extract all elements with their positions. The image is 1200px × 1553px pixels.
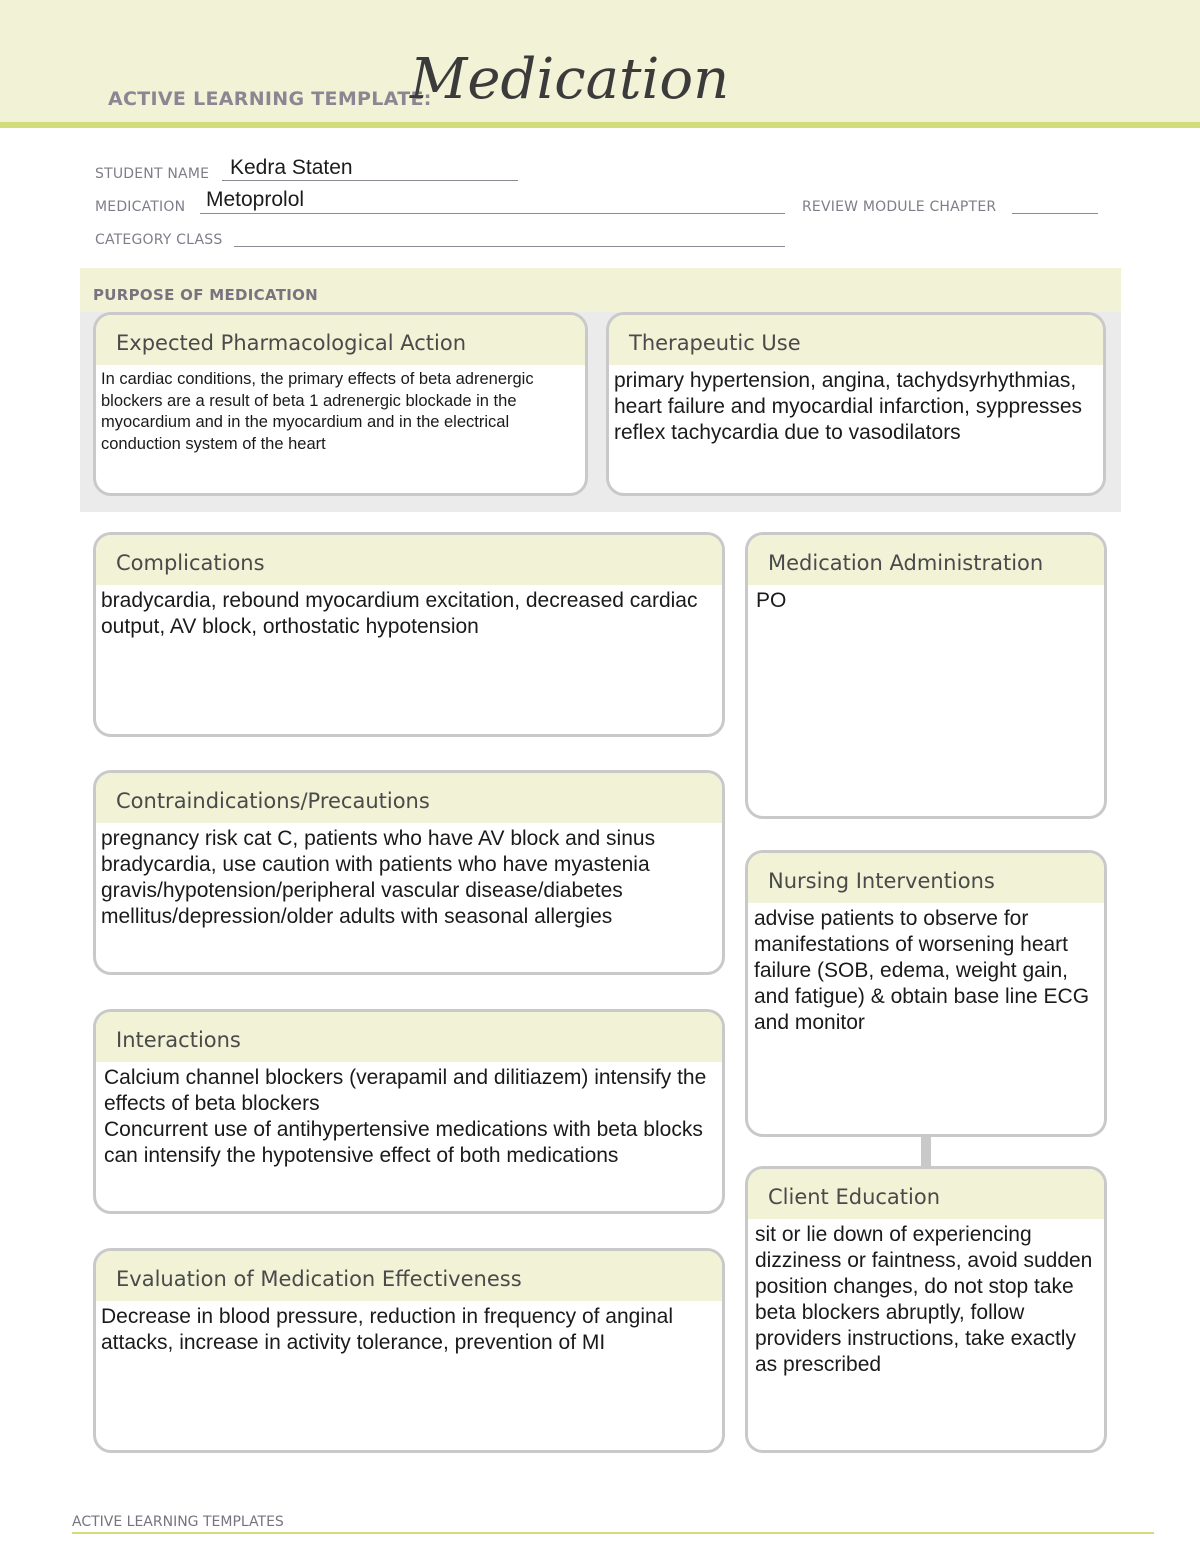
- contraindications-header: [96, 773, 722, 823]
- medication-administration-text[interactable]: PO: [756, 589, 787, 612]
- nursing-interventions-heading: Nursing Interventions: [768, 869, 995, 893]
- interactions-text[interactable]: [96, 1062, 722, 1169]
- student-name-field[interactable]: Kedra Staten: [230, 156, 353, 179]
- header-rule: [0, 122, 1200, 128]
- interactions-box: [93, 1009, 725, 1214]
- category-class-line: [234, 246, 785, 247]
- complications-header: [96, 535, 722, 585]
- evaluation-header: [96, 1251, 722, 1301]
- medication-administration-heading: Medication Administration: [768, 551, 1044, 575]
- contraindications-heading: Contraindications/Precautions: [116, 789, 430, 813]
- page-title: Medication: [410, 47, 730, 112]
- complications-box: [93, 532, 725, 737]
- expected-action-text[interactable]: In cardiac conditions, the primary effects of beta adrenergic blockers are a result of beta 1 adrenergic blockade in the myocardium and in the myocardium and in the electrical conduction system of the heart: [101, 370, 534, 453]
- student-name-line: [222, 180, 518, 181]
- footer-rule: [72, 1532, 1154, 1534]
- complications-heading: Complications: [116, 551, 265, 575]
- evaluation-text[interactable]: Decrease in blood pressure, reduction in frequency of anginal attacks, increase in activity tolerance, prevention of MI: [101, 1305, 674, 1354]
- contraindications-box: [93, 770, 725, 975]
- therapeutic-use-header: [609, 315, 1103, 365]
- interactions-heading: Interactions: [116, 1028, 241, 1052]
- nursing-interventions-text[interactable]: advise patients to observe for manifestations of worsening heart failure (SOB, edema, weight gain, and fatigue) & obtain base line ECG and monitor: [754, 907, 1090, 1034]
- template-label: ACTIVE LEARNING TEMPLATE:: [108, 88, 432, 110]
- client-education-text[interactable]: sit or lie down of experiencing dizziness or faintness, avoid sudden position changes, do not stop take beta blockers abruptly, follow providers instructions, take exactly as prescribed: [755, 1223, 1093, 1376]
- medication-administration-box: [745, 532, 1107, 819]
- category-class-label: CATEGORY CLASS: [95, 232, 223, 248]
- interactions-line-2: Concurrent use of antihypertensive medications with beta blocks can intensify the hypotensive effect of both medications: [104, 1118, 703, 1167]
- student-name-label: STUDENT NAME: [95, 166, 210, 182]
- medication-line: [200, 213, 785, 214]
- client-education-heading: Client Education: [768, 1185, 941, 1209]
- expected-action-heading: Expected Pharmacological Action: [116, 331, 467, 355]
- therapeutic-use-heading: Therapeutic Use: [629, 331, 801, 355]
- complications-text[interactable]: bradycardia, rebound myocardium excitation, decreased cardiac output, AV block, orthostatic hypotension: [101, 589, 698, 638]
- expected-action-box: [93, 312, 588, 496]
- medication-field[interactable]: Metoprolol: [206, 188, 305, 211]
- therapeutic-use-text[interactable]: primary hypertension, angina, tachydsyrhythmias, heart failure and myocardial infarction, syppresses reflex tachycardia due to vasodilators: [614, 369, 1083, 444]
- footer-label: ACTIVE LEARNING TEMPLATES: [72, 1514, 284, 1530]
- nursing-interventions-header: [748, 853, 1104, 903]
- medication-label: MEDICATION: [95, 199, 186, 215]
- therapeutic-use-box: [606, 312, 1106, 496]
- medication-administration-header: [748, 535, 1104, 585]
- client-education-box: [745, 1166, 1107, 1453]
- purpose-title-bar: [80, 268, 1121, 312]
- expected-action-header: [96, 315, 585, 365]
- review-module-line: [1012, 213, 1098, 214]
- nursing-interventions-box: [745, 850, 1107, 1137]
- interactions-header: [96, 1012, 722, 1062]
- connector-bar: [921, 1135, 931, 1167]
- review-module-label: REVIEW MODULE CHAPTER: [802, 199, 997, 215]
- interactions-line-1: Calcium channel blockers (verapamil and dilitiazem) intensify the effects of beta blockers: [104, 1066, 707, 1115]
- client-education-header: [748, 1169, 1104, 1219]
- purpose-title: PURPOSE OF MEDICATION: [93, 286, 319, 304]
- evaluation-heading: Evaluation of Medication Effectiveness: [116, 1267, 522, 1291]
- evaluation-box: [93, 1248, 725, 1453]
- contraindications-text[interactable]: pregnancy risk cat C, patients who have AV block and sinus bradycardia, use caution with patients who have myastenia gravis/hypotension/peripheral vascular disease/diabetes mellitus/depression/older adults with seasonal allergies: [101, 827, 656, 928]
